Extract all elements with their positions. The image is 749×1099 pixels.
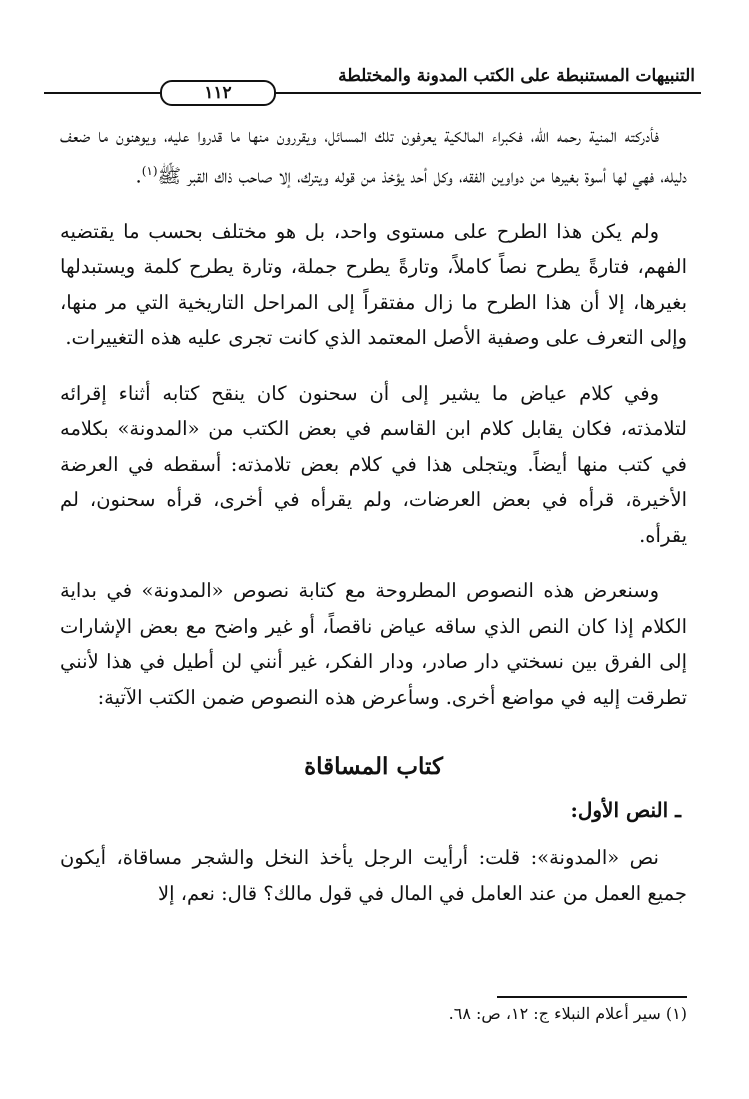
section-title: كتاب المساقاة [304,753,443,780]
page-number: ١١٢ [160,80,276,106]
paragraph-3: وفي كلام عياض ما يشير إلى أن سحنون كان ينقح كتابه أثناء إقرائه لتلامذته، فكان يقابل كلام ابن القاسم في بعض الكتب من «المدونة» بكلامه في كتب منها أيضاً. ويتجلى هذا في كلام بعض تلامذته: أسقطه في العرضة الأخيرة، قرأه في بعض العرضات، ولم يقرأه في أخرى، قرأه سحنون، لم يقرأه. [60,381,687,547]
paragraph-1-end: . [135,164,142,187]
subsection-title: ـ النص الأول: [570,797,681,822]
running-header [44,58,701,103]
header-title: التنبيهات المستنبطة على الكتب المدونة والمختلطة [338,66,695,86]
header-rule [44,92,701,94]
paragraph-1-text: فأدركته المنية رحمه الله، فكبراء المالكية يعرفون تلك المسائل، ويقررون منها ما قدروا عليه، ويوهنون ما ضعف دليله، فهي لها أسوة بغيرها من دواوين الفقه، وكل أحد يؤخذ من قوله ويترك، إلا صاحب ذاك القبر ﷺ [60,124,687,187]
footnote-reference: (١) [141,163,158,178]
paragraph-1 [60,118,687,194]
paragraph-5: نص «المدونة»: قلت: أرأيت الرجل يأخذ النخل والشجر مساقاة، أيكون جميع العمل من عند العامل في المال في قول مالك؟ قال: نعم، إلا [60,846,687,905]
footnote: (١) سير أعلام النبلاء ج: ١٢، ص: ٦٨. [448,1004,687,1023]
footnote-rule [497,996,687,998]
paragraph-4: وسنعرض هذه النصوص المطروحة مع كتابة نصوص «المدونة» في بداية الكلام إذا كان النص الذي ساقه عياض ناقصاً، أو غير واضح مع بعض الإشارات إلى الفرق بين نسختي دار صادر، ودار الفكر، غير أنني لن أطيل في هذا لأنني تطرقت إليه في مواضع أخرى. وسأعرض هذه النصوص ضمن الكتب الآتية: [60,579,687,709]
paragraph-2: ولم يكن هذا الطرح على مستوى واحد، بل هو مختلف بحسب ما يقتضيه الفهم، فتارةً يطرح نصاً كاملاً، وتارةً يطرح جملة، وتارة يطرح كلمة ويستبدلها بغيرها، إلا أن هذا الطرح ما زال مفتقراً إلى المراحل التاريخية التي مر منها، وإلى التعرف على وصفية الأصل المعتمد الذي كانت تجرى عليه هذه التغييرات. [60,219,687,349]
body-text [60,118,687,931]
